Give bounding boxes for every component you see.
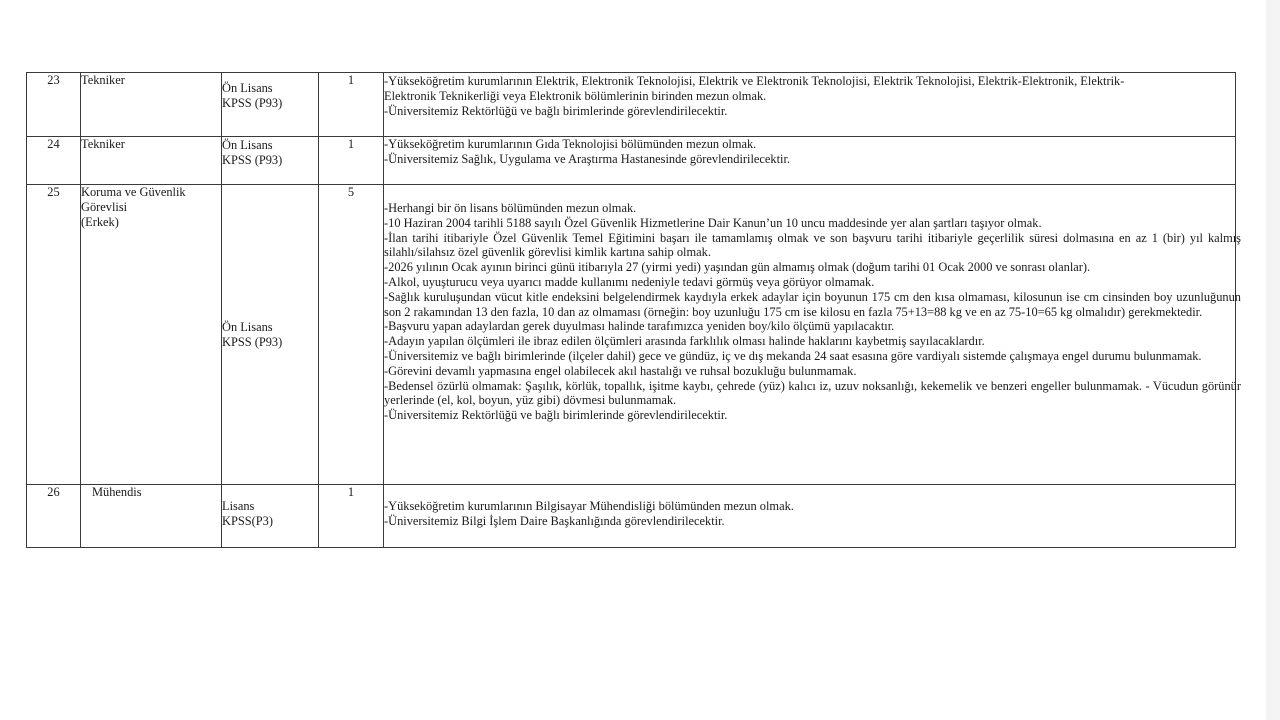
education-level: Lisans <box>222 499 255 513</box>
requirements-cell <box>384 73 1236 137</box>
requirement-line: -10 Haziran 2004 tarihli 5188 sayılı Özel Güvenlik Hizmetlerine Dair Kanun’un 10 uncu maddesinde yer alan şartları taşıyor olmak. <box>384 215 1042 230</box>
position-title-line: Mühendis <box>92 485 142 499</box>
requirement-line: -Başvuru yapan adaylardan gerek duyulması halinde tarafımızca yeniden boy/kilo ölçümü yapılacaktır. <box>384 319 895 334</box>
requirement-line: -İlan tarihi itibariyle Özel Güvenlik Temel Eğitimini başarı ile tamamlamış olmak ve son başvuru tarihi itibariyle geçerlilik süresi dolmasına en az 1 (bir) yıl kalmış silahlı/silahsız özel güvenlik görevlisi kimlik kartına sahip olmak. <box>384 230 1241 260</box>
requirement-line: Elektronik Teknikerliği veya Elektronik bölümlerinin birinden mezun olmak. <box>384 88 767 103</box>
position-count: 1 <box>319 137 384 185</box>
requirement-line: -Yükseköğretim kurumlarının Gıda Teknolojisi bölümünden mezun olmak. <box>384 137 757 151</box>
requirement-line: -Üniversitemiz Rektörlüğü ve bağlı birimlerinde görevlendirilecektir. <box>384 408 728 423</box>
position-title <box>81 485 222 548</box>
kpss-score-type: KPSS (P93) <box>222 152 283 167</box>
requirement-line: -Görevini devamlı yapmasına engel olabilecek akıl hastalığı ve ruhsal bozukluğu bulunmamak. <box>384 363 857 378</box>
position-title <box>81 137 222 185</box>
requirement-line: -Alkol, uyuşturucu veya uyarıcı madde kullanımı nedeniyle tedavi görmüş veya görüyor olmamak. <box>384 274 875 289</box>
requirement-line: -Üniversitemiz ve bağlı birimlerinde (ilçeler dahil) gece ve gündüz, iç ve dış mekanda 24 saat esasına göre vardiyalı sistemde çalışmaya engel durumu bulunmamak. <box>384 348 1202 363</box>
education-level: Ön Lisans <box>222 319 273 334</box>
row-number: 26 <box>27 485 81 548</box>
requirement-line: -Sağlık kuruluşundan vücut kitle endeksini belgelendirmek kaydıyla erkek adaylar için boyunun 175 cm den kısa olmaması, kilosunun ise cm cinsinden boy uzunluğunun son 2 rakamından 13 den fazla, 10 dan az olmaması (örneğin: boy uzunluğu 175 cm ise kilosu en fazla 75+13=88 kg ve en az 75-10=65 kg olmalıdır) gerekmektedir. <box>384 289 1241 319</box>
requirements-cell <box>384 137 1236 185</box>
table-row <box>27 485 1236 548</box>
education-kpss-type <box>222 137 319 185</box>
position-title-line: Koruma ve Güvenlik <box>81 185 186 199</box>
requirement-line: -Yükseköğretim kurumlarının Bilgisayar Mühendisliği bölümünden mezun olmak. <box>384 499 794 513</box>
row-number: 23 <box>27 73 81 137</box>
requirement-line: -Adayın yapılan ölçümleri ile ibraz edilen ölçümleri arasında farklılık olması halinde haklarını kaybetmiş sayılacaklardır. <box>384 334 985 349</box>
requirements-cell <box>384 185 1241 485</box>
kpss-score-type: KPSS (P93) <box>222 334 283 349</box>
position-title-line: Görevlisi <box>81 199 128 214</box>
position-count: 1 <box>319 73 384 137</box>
kpss-score-type: KPSS(P3) <box>222 513 273 528</box>
position-title <box>81 185 222 485</box>
position-title <box>81 73 222 137</box>
table-row <box>27 137 1236 185</box>
education-kpss-type <box>222 73 319 137</box>
requirement-line: -Herhangi bir ön lisans bölümünden mezun olmak. <box>384 201 637 215</box>
position-count: 1 <box>319 485 384 548</box>
requirement-line: -Üniversitemiz Sağlık, Uygulama ve Araştırma Hastanesinde görevlendirilecektir. <box>384 151 791 166</box>
requirement-line: -Bedensel özürlü olmamak: Şaşılık, körlük, topallık, işitme kaybı, çehrede (yüz) kalıcı iz, uzuv noksanlığı, kekemelik ve benzeri engeller bulunmamak. - Vücudun görünür yerlerinde (el, kol, boyun, yüz gibi) dövmesi bulunmamak. <box>384 378 1241 408</box>
table-row <box>27 185 1236 485</box>
position-title-line: Tekniker <box>81 137 125 151</box>
kpss-score-type: KPSS (P93) <box>222 95 283 110</box>
education-level: Ön Lisans <box>222 138 273 152</box>
position-count: 5 <box>319 185 384 485</box>
row-number: 24 <box>27 137 81 185</box>
education-kpss-type <box>222 485 319 548</box>
row-number: 25 <box>27 185 81 485</box>
position-title-line: (Erkek) <box>81 214 119 229</box>
requirement-line: -Yükseköğretim kurumlarının Elektrik, Elektronik Teknolojisi, Elektrik ve Elektronik Teknolojisi, Elektrik Teknolojisi, Elektrik-Elektronik, Elektrik- <box>384 74 1125 88</box>
requirement-line: -Üniversitemiz Bilgi İşlem Daire Başkanlığında görevlendirilecektir. <box>384 513 725 528</box>
requirement-line: -2026 yılının Ocak ayının birinci günü itibarıyla 27 (yirmi yedi) yaşından gün almamış olmak (doğum tarihi 01 Ocak 2000 ve sonrası olanlar). <box>384 260 1091 275</box>
table-row <box>27 73 1236 137</box>
requirement-line: -Üniversitemiz Rektörlüğü ve bağlı birimlerinde görevlendirilecektir. <box>384 103 728 118</box>
education-kpss-type <box>222 185 319 485</box>
education-level: Ön Lisans <box>222 81 273 95</box>
page-edge-shadow <box>1266 0 1280 720</box>
requirements-cell <box>384 485 1236 548</box>
job-listing-table <box>26 72 1241 548</box>
position-title-line: Tekniker <box>81 73 125 87</box>
